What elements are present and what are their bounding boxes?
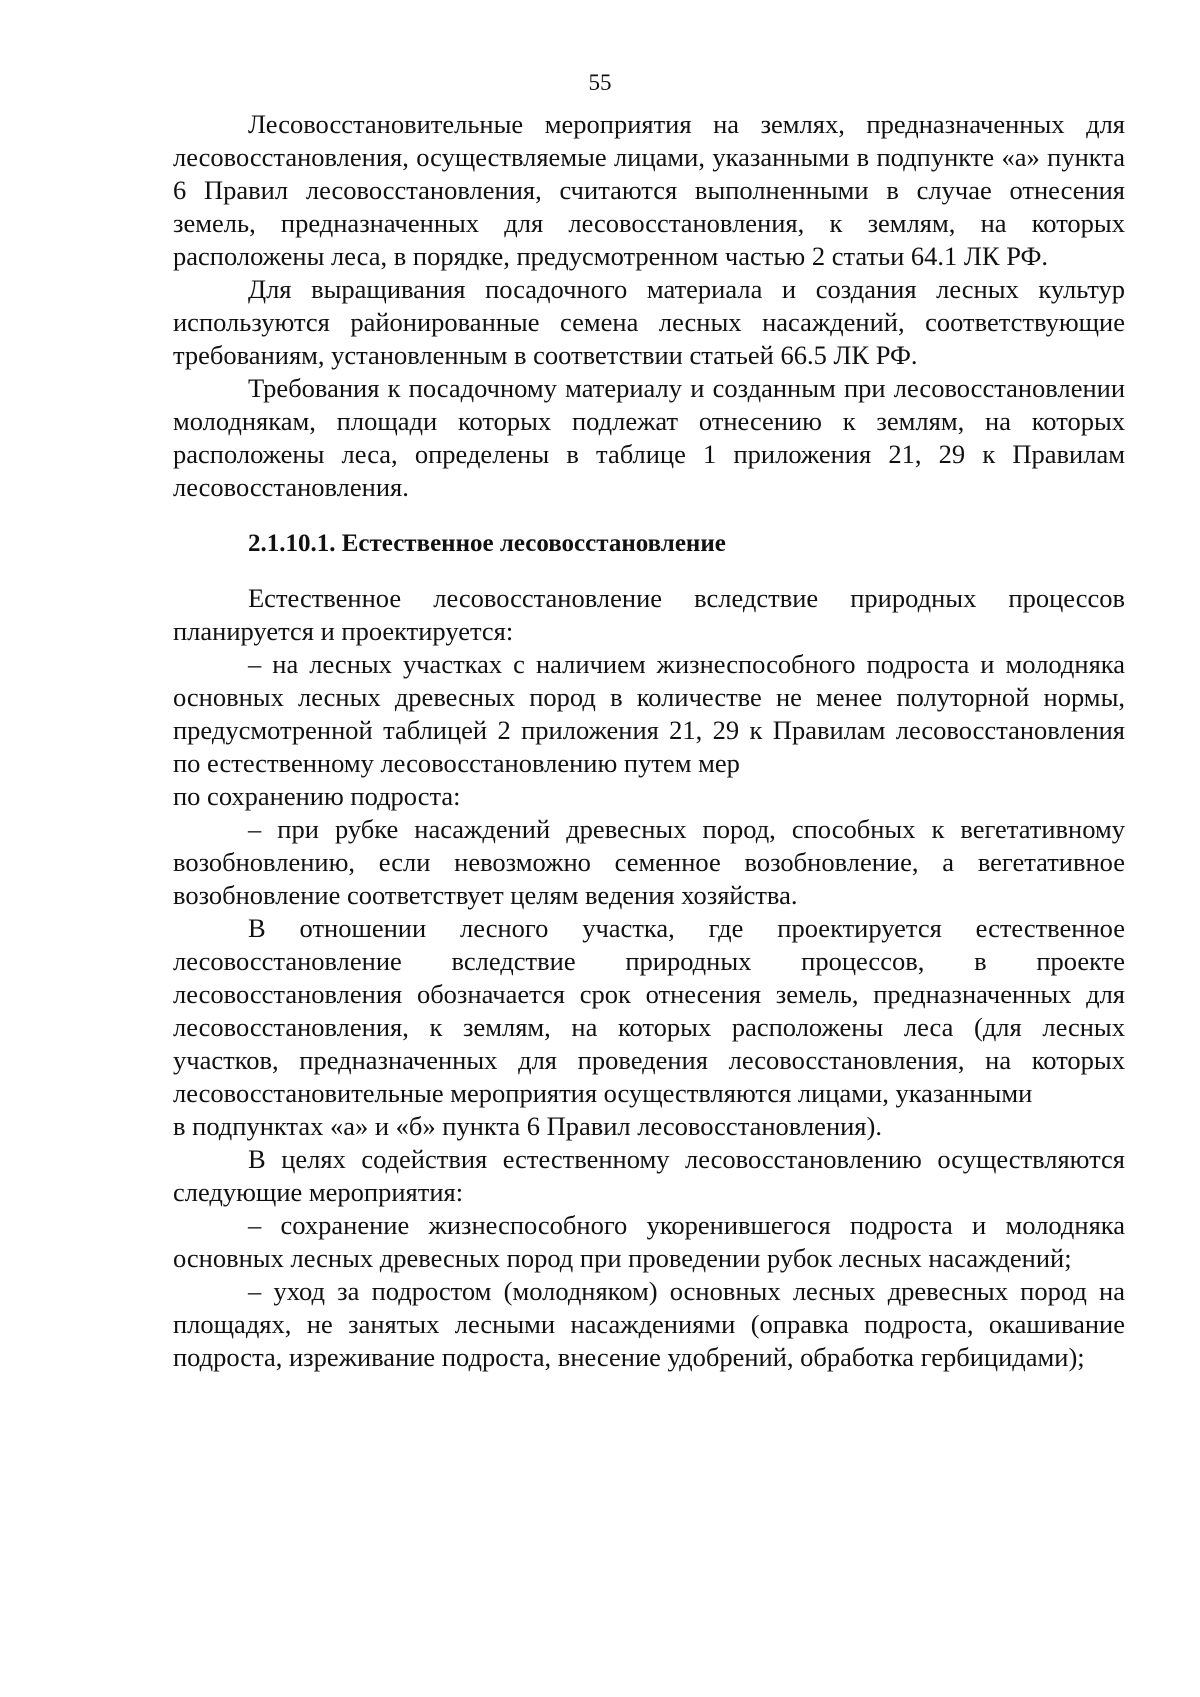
paragraph-forest-restoration-completion: Лесовосстановительные мероприятия на землях, предназначенных для лесовосстановления, осуществляемые лицами, указанными в подпункте «а» пункта 6 Правил лесовосстановления, считаются выполненными в случае отнесения земель, предназначенных для лесовосстановления, к землям, на которых расположены леса, в порядке, предусмотренном частью 2 статьи 64.1 ЛК РФ.: [173, 109, 1125, 271]
paragraph-planting-material: Для выращивания посадочного материала и создания лесных культур используются районированные семена лесных насаждений, соответствующие требованиям, установленным в соответствии статьей 66.5 ЛК РФ.: [173, 274, 1125, 370]
section-heading: 2.1.10.1. Естественное лесовосстановление: [248, 530, 726, 557]
page-number: 55: [588, 70, 612, 95]
paragraph-requirements: Требования к посадочному материалу и созданным при лесовосстановлении молоднякам, площади которых подлежат отнесению к землям, на которых расположены леса, определены в таблице 1 приложения 21, 29 к Правилам лесовосстановления.: [173, 373, 1125, 502]
list-item-undergrowth: – на лесных участках с наличием жизнеспособного подроста и молодняка основных лесных древесных пород в количестве не менее полуторной нормы, предусмотренной таблицей 2 приложения 21, 29 к Правилам лесовосстановления по естественному лесовосстановлению путем мер: [173, 649, 1125, 778]
paragraph-land-relation-term: В отношении лесного участка, где проектируется естественное лесовосстановление вследствие природных процессов, в проекте лесовосстановления обозначается срок отнесения земель, предназначенных для лесовосстановления, к землям, на которых расположены леса (для лесных участков, предназначенных для проведения лесовосстановления, на которых лесовосстановительные мероприятия осуществляются лицами, указанными: [173, 913, 1125, 1108]
list-item-preserve-undergrowth: – сохранение жизнеспособного укоренившегося подроста и молодняка основных лесных древесных пород при проведении рубок лесных насаждений;: [173, 1210, 1125, 1273]
list-item-undergrowth-care: – уход за подростом (молодняком) основных лесных древесных пород на площадях, не занятых лесными насаждениями (оправка подроста, окашивание подроста, изреживание подроста, внесение удобрений, обработка гербицидами);: [173, 1276, 1125, 1372]
paragraph-land-relation-continued: в подпунктах «а» и «б» пункта 6 Правил лесовосстановления).: [173, 1111, 882, 1141]
paragraph-assistance-measures: В целях содействия естественному лесовосстановлению осуществляются следующие мероприятия:: [173, 1144, 1125, 1207]
document-body: [173, 108, 1125, 1374]
paragraph-natural-restoration-intro: Естественное лесовосстановление вследствие природных процессов планируется и проектируется:: [173, 583, 1125, 646]
list-item-vegetative-renewal: – при рубке насаждений древесных пород, способных к вегетативному возобновлению, если невозможно семенное возобновление, а вегетативное возобновление соответствует целям ведения хозяйства.: [173, 814, 1125, 910]
list-item-undergrowth-continued: по сохранению подроста:: [173, 781, 461, 811]
